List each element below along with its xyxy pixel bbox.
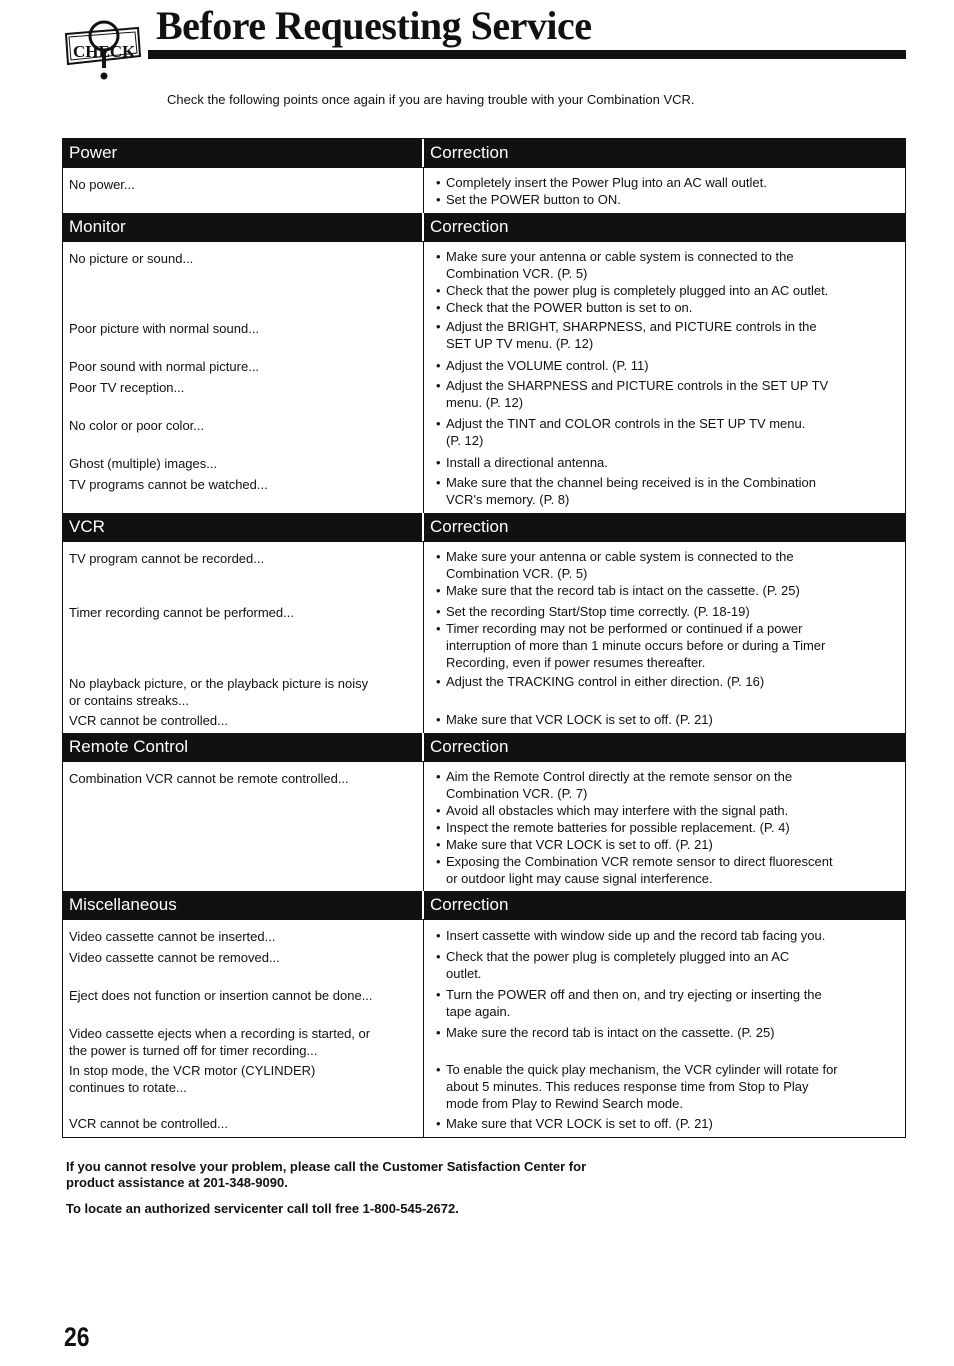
correction-label: Correction: [430, 143, 509, 162]
section-body-monitor: [63, 241, 905, 513]
problem-column: [63, 542, 424, 733]
problem-item: Ghost (multiple) images...: [69, 456, 218, 471]
problem-column: [63, 762, 424, 891]
correction-item: • Set the recording Start/Stop time correctly. (P. 18-19) • Timer recording may not be performed or continued if a power interruption of more than 1 minute occurs before or during a Timer Recording, even if power resumes thereafter.: [432, 603, 901, 671]
correction-item: • Aim the Remote Control directly at the remote sensor on the Combination VCR. (P. 7) • Avoid all obstacles which may interfere with the signal path. • Inspect the remote batteries for possible replacement. (P. 4) • Make sure that VCR LOCK is set to off. (P. 21) • Exposing the Combination VCR remote sensor to direct fluorescent or outdoor light may cause signal interference.: [432, 768, 901, 887]
correction-item: • Adjust the TRACKING control in either direction. (P. 16): [432, 673, 901, 690]
correction-item: • Adjust the BRIGHT, SHARPNESS, and PICTURE controls in the SET UP TV menu. (P. 12): [432, 318, 901, 352]
section-title: Monitor: [63, 213, 424, 241]
problem-item: Video cassette cannot be inserted...: [69, 929, 276, 944]
correction-item: • Make sure your antenna or cable system is connected to the Combination VCR. (P. 5) • Make sure that the record tab is intact on the cassette. (P. 25): [432, 548, 901, 599]
troubleshooting-table: [62, 138, 906, 1138]
section-body-remote-control: [63, 761, 905, 891]
problem-item: No picture or sound...: [69, 251, 194, 266]
correction-column: [424, 168, 905, 213]
footer-contact: [66, 1159, 586, 1217]
correction-item: • Adjust the TINT and COLOR controls in the SET UP TV menu. (P. 12): [432, 415, 901, 449]
problem-item: Combination VCR cannot be remote controlled...: [69, 771, 349, 786]
section-title: Power: [63, 139, 424, 167]
problem-item: Poor picture with normal sound...: [69, 321, 260, 336]
correction-item: • Check that the power plug is completely plugged into an AC outlet.: [432, 948, 901, 982]
correction-column: [424, 920, 905, 1137]
problem-item: Timer recording cannot be performed...: [69, 605, 294, 620]
correction-item: • Make sure your antenna or cable system is connected to the Combination VCR. (P. 5) • Check that the power plug is completely plugged into an AC outlet. • Check that the POWER button is set to on.: [432, 248, 901, 316]
correction-item: • Install a directional antenna.: [432, 454, 901, 471]
correction-item: • Completely insert the Power Plug into an AC wall outlet. • Set the POWER button to ON.: [432, 174, 901, 208]
footer-line: If you cannot resolve your problem, please call the Customer Satisfaction Center for: [66, 1159, 587, 1174]
footer-line: To locate an authorized servicenter call toll free 1-800-545-2672.: [66, 1201, 459, 1216]
section-title: Miscellaneous: [63, 891, 424, 919]
problem-item: VCR cannot be controlled...: [69, 713, 228, 728]
page-header: [60, 0, 906, 70]
correction-item: • Make sure that the channel being received is in the Combination VCR's memory. (P. 8): [432, 474, 901, 508]
section-body-vcr: [63, 541, 905, 733]
correction-item: • Adjust the SHARPNESS and PICTURE controls in the SET UP TV menu. (P. 12): [432, 377, 901, 411]
problem-column: [63, 920, 424, 1137]
correction-item: • Turn the POWER off and then on, and try ejecting or inserting the tape again.: [432, 986, 901, 1020]
section-title: Remote Control: [63, 733, 424, 761]
problem-column: [63, 168, 424, 213]
correction-item: • Insert cassette with window side up and the record tab facing you.: [432, 927, 901, 944]
problem-column: [63, 242, 424, 513]
intro-text: Check the following points once again if you are having trouble with your Combination VCR.: [167, 92, 695, 107]
page-title: Before Requesting Service: [156, 3, 592, 48]
correction-item: • Make sure that VCR LOCK is set to off. (P. 21): [432, 1115, 901, 1132]
correction-item: • Make sure that VCR LOCK is set to off. (P. 21): [432, 711, 901, 728]
correction-label: Correction: [430, 517, 509, 536]
section-header-power: [63, 139, 905, 167]
correction-item: • To enable the quick play mechanism, the VCR cylinder will rotate for about 5 minutes. This reduces response time from Stop to Play mode from Play to Rewind Search mode.: [432, 1061, 901, 1112]
section-title: VCR: [63, 513, 424, 541]
section-header-miscellaneous: [63, 891, 905, 919]
correction-item: • Adjust the VOLUME control. (P. 11): [432, 357, 901, 374]
section-header-vcr: [63, 513, 905, 541]
correction-label: Correction: [430, 895, 509, 914]
section-header-remote-control: [63, 733, 905, 761]
problem-item: No power...: [69, 177, 135, 192]
problem-item: Video cassette cannot be removed...: [69, 950, 280, 965]
problem-item: No playback picture, or the playback picture is noisy or contains streaks...: [69, 676, 369, 708]
correction-column: [424, 242, 905, 513]
section-body-miscellaneous: [63, 919, 905, 1137]
page-number: 26: [64, 1322, 90, 1352]
section-body-power: [63, 167, 905, 213]
problem-item: TV programs cannot be watched...: [69, 477, 268, 492]
section-header-monitor: [63, 213, 905, 241]
problem-item: Eject does not function or insertion cannot be done...: [69, 988, 373, 1003]
check-magnifier-icon: [60, 6, 152, 82]
problem-item: Poor TV reception...: [69, 380, 185, 395]
problem-item: Video cassette ejects when a recording is started, or the power is turned off for timer recording...: [69, 1026, 371, 1058]
problem-item: No color or poor color...: [69, 418, 205, 433]
correction-item: • Make sure the record tab is intact on the cassette. (P. 25): [432, 1024, 901, 1041]
correction-column: [424, 762, 905, 891]
title-rule: [148, 50, 906, 59]
problem-item: In stop mode, the VCR motor (CYLINDER) continues to rotate...: [69, 1063, 316, 1095]
problem-item: VCR cannot be controlled...: [69, 1116, 228, 1131]
problem-item: TV program cannot be recorded...: [69, 551, 265, 566]
check-logo-text: CHECK: [73, 42, 136, 61]
problem-item: Poor sound with normal picture...: [69, 359, 260, 374]
correction-label: Correction: [430, 217, 509, 236]
footer-line: product assistance at 201-348-9090.: [66, 1175, 288, 1190]
correction-label: Correction: [430, 737, 509, 756]
correction-column: [424, 542, 905, 733]
